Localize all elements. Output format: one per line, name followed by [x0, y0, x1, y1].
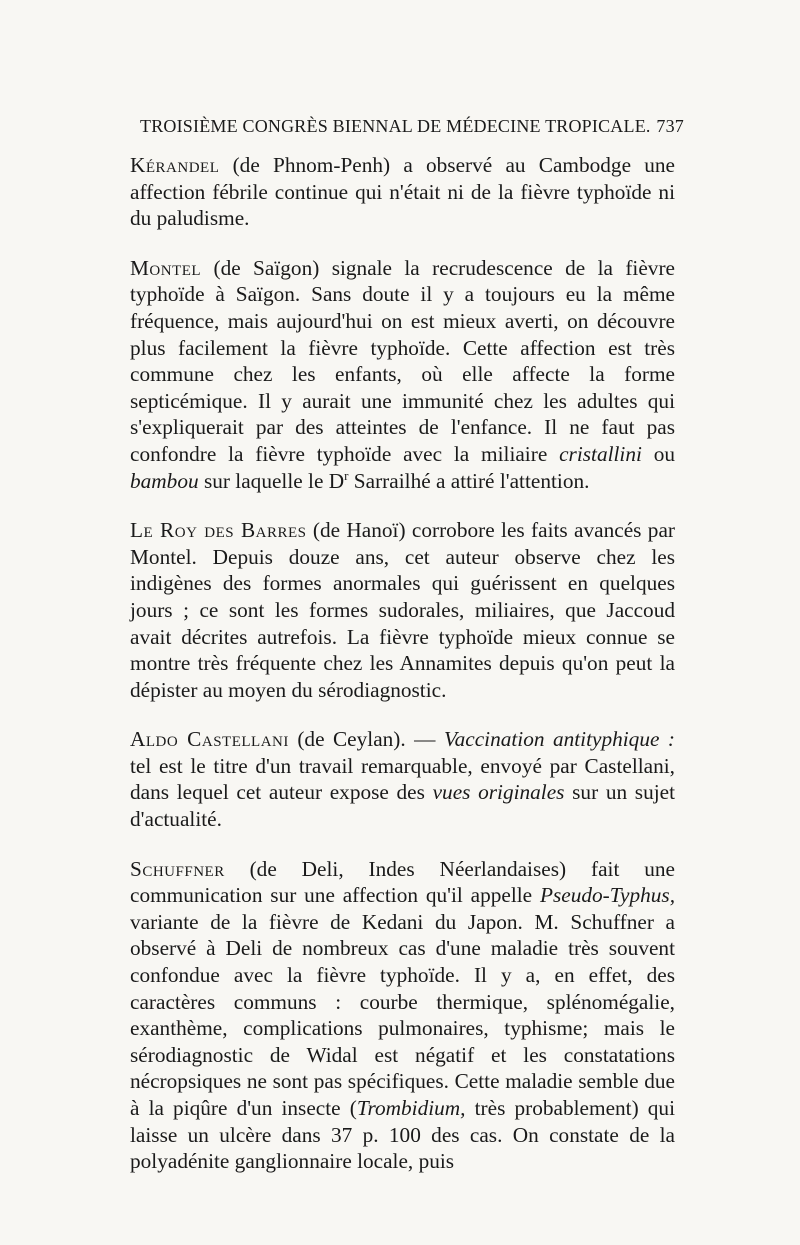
body-text [130, 152, 675, 1175]
author-name: Montel [130, 255, 202, 280]
paragraph-montel [130, 255, 675, 494]
paragraph-text: (de Phnom-Penh) a observé au Cambodge une affection fébrile continue qui n'était ni de la fièvre typhoïde ni du paludisme. [130, 153, 675, 231]
paragraph-text: (de Saïgon) signale la recrudescence de la fièvre typhoïde à Saïgon. Sans doute il y a toujours eu la même fréquence, mais aujourd'hui on est mieux averti, on découvre plus facilement la fièvre typhoïde. Cette affection est très commune chez les enfants, où elle affecte la forme septicémique. Il y aurait une immunité chez les adultes qui s'expliquerait par des atteintes de l'enfance. Il ne faut pas confondre la fièvre typhoïde avec la miliaire [130, 255, 675, 466]
author-name: Schuffner [130, 856, 225, 881]
paragraph-text: (de Hanoï) corrobore les faits avancés par Montel. Depuis douze ans, cet auteur observe chez les indigènes des formes anormales qui guérissent en quelques jours ; ce sont les formes sudorales, miliaires, que Jaccoud avait décrites autrefois. La fièvre typhoïde mieux connue se montre très fréquente chez les Annamites depuis qu'on peut la dépister au moyen du sérodiagnostic. [130, 518, 676, 702]
doctor-abbreviation: $D^r$ [328, 467, 349, 493]
work-title: Vaccination antityphique : [443, 727, 675, 752]
running-title: TROISIÈME CONGRÈS BIENNAL DE MÉDECINE TROPICALE. [140, 116, 651, 136]
paragraph-le-roy-des-barres [130, 517, 675, 703]
author-name: Le Roy des Barres [130, 518, 307, 543]
paragraph-text: ou [653, 441, 675, 466]
paragraph-text: tel est le titre d'un travail remarquable, envoyé par Castellani, dans lequel cet auteur expose des [130, 753, 675, 805]
author-name: Kérandel [130, 153, 220, 177]
author-name: Aldo Castellani [130, 727, 289, 752]
paragraph-kerandel [130, 152, 675, 232]
paragraph-text: (de Deli, Indes Néerlandaises) fait une communication sur une affection qu'il appelle [130, 856, 675, 908]
paragraph-text: variante de la fièvre de Kedani du Japon. M. Schuffner a observé à Deli de nombreux cas d'une maladie très souvent confondue avec la fièvre typhoïde. Il y a, en effet, des caractères communs : courbe thermique, splénomégalie, exanthème, complications pulmonaires, typhisme; mais le sérodiagnostic de Widal est négatif et les constatations nécropsiques ne sont pas spécifiques. Cette maladie semble due à la piqûre d'un insecte ( [130, 909, 675, 1120]
paragraph-schuffner [130, 856, 675, 1175]
paragraph-castellani [130, 726, 675, 832]
italic-term: bambou [130, 468, 199, 493]
italic-term: cristallini [559, 441, 642, 466]
paragraph-text: (de Ceylan). — [297, 727, 436, 752]
paragraph-text: Sarrailhé a attiré l'attention. [353, 468, 590, 493]
running-header [140, 116, 684, 137]
italic-term: Trombidium, [356, 1096, 466, 1120]
paragraph-text: sur un sujet d'actualité. [130, 780, 676, 832]
paragraph-text: sur laquelle le [203, 468, 324, 493]
italic-term: vues originales [432, 780, 565, 805]
paragraph-text: très probablement) qui laisse un ulcère dans 37 p. 100 des cas. On constate de la polyadénite ganglionnaire locale, puis [130, 1096, 676, 1174]
italic-term: Pseudo-Typhus, [539, 883, 676, 908]
page-number: 737 [656, 116, 684, 136]
